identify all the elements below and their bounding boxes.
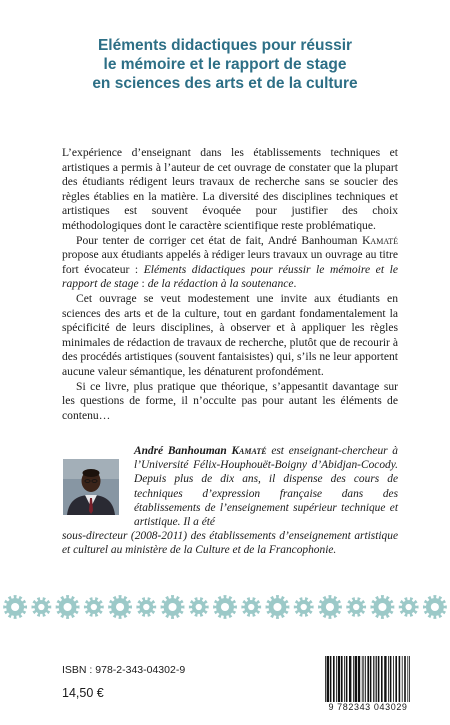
paragraph-2 — [62, 234, 398, 292]
price-label: 14,50 € — [62, 686, 104, 700]
barcode-bar — [367, 656, 369, 702]
gear-icon — [423, 595, 447, 619]
barcode-bar — [353, 656, 354, 702]
gear-decoration-band — [2, 589, 448, 625]
barcode-bar — [395, 656, 397, 702]
paragraph-2-book-title: Eléments didactiques pour réussir le mémoire et le rapport de stage — [62, 262, 398, 291]
bio-line-3: Depuis plus de dix ans, il dispense des cours de techniques — [134, 473, 398, 500]
barcode-bar — [336, 656, 337, 702]
gear-icon — [161, 595, 185, 619]
barcode-bar — [384, 656, 386, 702]
barcode-bar — [349, 656, 351, 702]
gear-icon — [241, 597, 261, 617]
barcode-bar — [346, 656, 348, 702]
barcode-bar — [370, 656, 372, 702]
gear-icon — [318, 595, 342, 619]
bio-line-4: d’expression française dans des établissements de — [134, 487, 398, 514]
title-line-3: en sciences des arts et de la culture — [92, 75, 358, 92]
barcode-bar — [393, 656, 394, 706]
barcode-bar — [330, 656, 332, 702]
barcode-bar — [344, 656, 345, 702]
barcode-bar — [375, 656, 376, 702]
bio-line-2: l’Université Félix-Houphouët-Boigny d’Abidjan-Cocody. — [134, 459, 398, 472]
gear-icon — [108, 595, 132, 619]
paragraph-2-start: Pour tenter de corriger cet état de fait, André Banhouman — [76, 233, 363, 247]
barcode-bar — [341, 656, 343, 702]
author-photo — [63, 459, 119, 515]
barcode-bar — [388, 656, 389, 702]
paragraph-3: Cet ouvrage se veut modestement une invite aux étudiants en sciences des arts et de la culture, tout en gardant fondamentalement la spécificité de leurs disciplines, à observer et à appliquer les règles minimales de rédaction de travaux de recherche, plutôt que de recourir à des procédés artistiques (souvent fantaisistes) qui, s’ils ne leur apportent aucune valeur sémantique, les dénaturent profondément. — [62, 291, 398, 378]
paragraph-1: L’expérience d’enseignant dans les établissements techniques et artistiques a permis à l’auteur de cet ouvrage de constater que la plupart des étudiants rédigent leurs travaux de recherche sans se soucier des règles établies en la matière. La diversité des disciplines techniques et artistiques est souvent évoquée pour justifier des choix méthodologiques dont le caractère scientifique reste problématique. — [62, 146, 398, 232]
barcode-bar — [399, 656, 401, 702]
barcode-bar — [363, 656, 364, 702]
blurb — [62, 146, 398, 423]
bio-continuation: sous-directeur (2008-2011) des établissements d’enseignement artistique et culturel au ministère de la Culture et de la Francophonie. — [62, 530, 398, 557]
paragraph-4: Si ce livre, plus pratique que théorique, s’appesantit davantage sur les questions de forme, il n’occulte pas pour autant les éléments de contenu… — [62, 379, 398, 422]
isbn-label: ISBN : 978-2-343-04302-9 — [62, 664, 186, 676]
author-name — [134, 445, 267, 457]
paragraph-2-end: . — [293, 277, 297, 291]
barcode-bar — [362, 656, 363, 702]
barcode-bar — [355, 656, 357, 702]
barcode-bar — [378, 656, 380, 702]
barcode-bar — [381, 656, 383, 702]
barcode-bar — [376, 656, 377, 702]
gear-icon — [56, 595, 80, 619]
author-first-names: André Banhouman — [134, 445, 232, 457]
barcode-bar — [409, 656, 410, 702]
barcode-bar — [373, 656, 374, 702]
author-portrait-icon — [63, 459, 119, 515]
gear-icon — [84, 597, 104, 617]
gear-icon — [294, 597, 314, 617]
title-line-2: le mémoire et le rapport de stage — [103, 56, 347, 73]
barcode-bar — [404, 656, 406, 702]
barcode-bar — [390, 656, 392, 702]
gear-icon — [399, 597, 419, 617]
barcode-bar — [333, 656, 335, 702]
bio-line-1: est enseignant-chercheur à — [266, 445, 398, 457]
bio-line-5: l’enseignement supérieur technique et artistique. Il a été — [134, 501, 398, 529]
gear-icon — [3, 595, 27, 619]
paragraph-2-separator: : — [138, 277, 148, 291]
paragraph-2-middle: propose aux étudiants appelés à rédiger leurs travaux un ouvrage au titre fort évocateur : — [62, 248, 398, 276]
gear-icon — [136, 597, 156, 617]
author-surname: Kamaté — [231, 445, 267, 457]
barcode-bar — [358, 656, 360, 702]
barcode-bar — [402, 656, 403, 702]
gear-icon — [31, 597, 51, 617]
title-line-1: Eléments didactiques pour réussir — [97, 37, 353, 54]
paragraph-2-book-subtitle: de la rédaction à la soutenance — [147, 277, 294, 291]
gear-icon — [371, 595, 395, 619]
author-bio — [62, 444, 398, 557]
book-title — [40, 36, 410, 93]
gear-icon — [346, 597, 366, 617]
barcode-bar — [407, 656, 408, 702]
barcode-bar — [365, 656, 366, 702]
author-surname-inline: Kamaté — [362, 233, 398, 247]
barcode-bar — [325, 656, 326, 706]
barcode-bar — [327, 656, 329, 706]
barcode-bar — [338, 656, 340, 702]
gear-icon — [213, 595, 237, 619]
barcode-digits: 9 782343 043029 — [319, 702, 417, 712]
gear-icon — [266, 595, 290, 619]
gear-icon — [189, 597, 209, 617]
